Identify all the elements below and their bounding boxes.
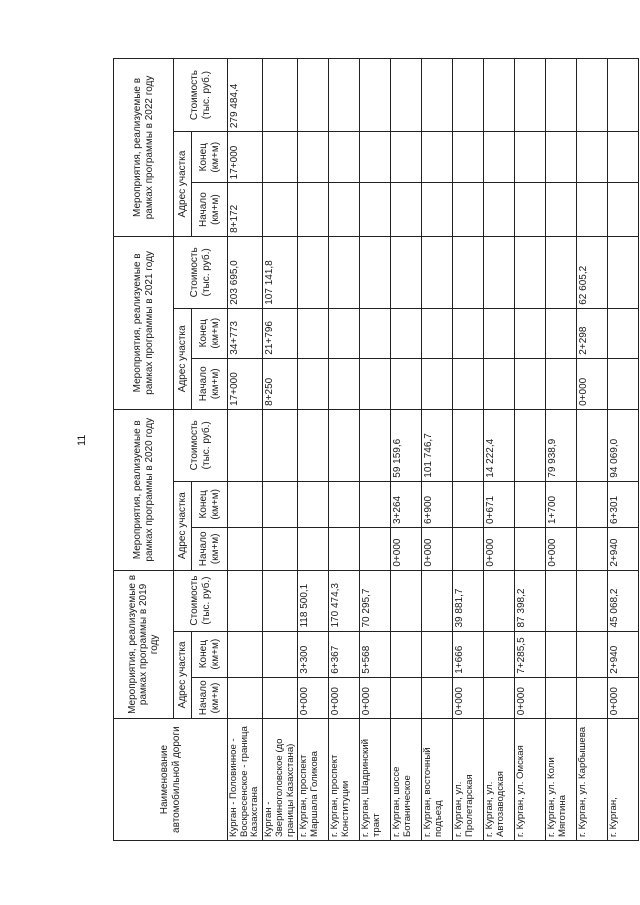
header-address: Адрес участка [174,481,192,570]
header-start: Начало (км+м) [192,358,228,409]
header-year-2020: Мероприятия, реализуемые в рамках программы в 2020 году [114,409,174,570]
value-cell [422,677,453,718]
value-cell: 0+000 [329,677,360,718]
value-cell [515,308,546,358]
road-name-cell: г. Курган, проспект Конституции [329,719,360,841]
value-cell [422,132,453,183]
value-cell: 0+000 [391,528,422,571]
value-cell [391,677,422,718]
table-row [263,59,298,841]
value-cell [228,677,263,718]
value-cell [391,631,422,677]
value-cell [360,59,391,132]
value-cell [298,132,329,183]
header-end: Конец (км+м) [192,631,228,677]
value-cell [515,183,546,237]
value-cell [484,236,515,308]
value-cell [263,677,298,718]
value-cell [453,528,484,571]
value-cell [484,570,515,631]
value-cell [263,528,298,571]
value-cell [515,409,546,481]
value-cell [263,570,298,631]
value-cell [577,183,608,237]
value-cell [546,236,577,308]
value-cell [422,631,453,677]
header-end: Конец (км+м) [192,481,228,527]
value-cell [546,132,577,183]
road-name-cell: г. Курган, проспект Маршала Голикова [298,719,329,841]
value-cell [329,236,360,308]
value-cell [360,481,391,527]
value-cell [484,308,515,358]
value-cell [546,677,577,718]
value-cell: 21+796 [263,308,298,358]
header-end: Конец (км+м) [192,308,228,358]
value-cell: 94 069,0 [608,409,639,481]
value-cell [422,59,453,132]
road-name-cell: г. Курган, Шадринский тракт [360,719,391,841]
value-cell: 17+000 [228,358,263,409]
table-row [298,59,329,841]
value-cell [360,132,391,183]
value-cell [453,132,484,183]
value-cell [422,570,453,631]
value-cell: 6+900 [422,481,453,527]
value-cell: 0+671 [484,481,515,527]
table-row [329,59,360,841]
value-cell [546,631,577,677]
value-cell: 118 500,1 [298,570,329,631]
value-cell: 1+700 [546,481,577,527]
value-cell [577,677,608,718]
value-cell [422,308,453,358]
road-name-cell: г. Курган, ул. Коли Мяготина [546,719,577,841]
table-row [360,59,391,841]
value-cell [515,528,546,571]
header-address: Адрес участка [174,631,192,719]
header-end: Конец (км+м) [192,132,228,183]
value-cell [298,409,329,481]
table-row [546,59,577,841]
header-cost: Стоимость (тыс. руб.) [174,59,228,132]
value-cell [484,677,515,718]
value-cell: 0+000 [577,358,608,409]
value-cell: 70 295,7 [360,570,391,631]
table-row [453,59,484,841]
value-cell [329,528,360,571]
value-cell: 279 484,4 [228,59,263,132]
value-cell: 0+000 [608,677,639,718]
value-cell: 6+301 [608,481,639,527]
value-cell [608,358,639,409]
value-cell [546,59,577,132]
value-cell [515,481,546,527]
value-cell [453,481,484,527]
value-cell: 0+000 [360,677,391,718]
value-cell: 0+000 [515,677,546,718]
value-cell [453,308,484,358]
value-cell [263,409,298,481]
value-cell [422,183,453,237]
value-cell [263,59,298,132]
value-cell: 8+172 [228,183,263,237]
value-cell [608,132,639,183]
value-cell [515,236,546,308]
value-cell [298,358,329,409]
value-cell [453,236,484,308]
value-cell [228,528,263,571]
header-start: Начало (км+м) [192,677,228,718]
value-cell: 5+568 [360,631,391,677]
value-cell [515,132,546,183]
value-cell: 79 938,9 [546,409,577,481]
value-cell: 170 474,3 [329,570,360,631]
value-cell [515,358,546,409]
road-name-cell: г. Курган, восточный подъезд [422,719,453,841]
header-cost: Стоимость (тыс. руб.) [174,236,228,308]
value-cell [577,409,608,481]
value-cell: 1+666 [453,631,484,677]
header-year-2021: Мероприятия, реализуемые в рамках программы в 2021 году [114,236,174,409]
header-start: Начало (км+м) [192,183,228,237]
value-cell [329,183,360,237]
value-cell [484,132,515,183]
value-cell [329,481,360,527]
value-cell: 39 881,7 [453,570,484,631]
value-cell: 17+000 [228,132,263,183]
value-cell [577,631,608,677]
value-cell [453,409,484,481]
header-cost: Стоимость (тыс. руб.) [174,570,228,631]
value-cell [298,528,329,571]
value-cell [577,528,608,571]
value-cell: 87 398,2 [515,570,546,631]
page-number: 11 [76,434,88,446]
value-cell: 6+367 [329,631,360,677]
value-cell [263,481,298,527]
value-cell [391,358,422,409]
road-name-cell: г. Курган, ул. Карбышева [577,719,608,841]
header-year-2019: Мероприятия, реализуемые в рамках программы в 2019 году [114,570,174,719]
value-cell [577,570,608,631]
value-cell [577,481,608,527]
table-row [608,59,639,841]
value-cell [453,183,484,237]
table-row [422,59,453,841]
value-cell [329,409,360,481]
value-cell [484,358,515,409]
value-cell [228,631,263,677]
value-cell: 59 159,6 [391,409,422,481]
value-cell [360,308,391,358]
value-cell: 62 605,2 [577,236,608,308]
value-cell [422,236,453,308]
value-cell [484,183,515,237]
header-start: Начало (км+м) [192,528,228,571]
value-cell [263,631,298,677]
value-cell [298,183,329,237]
value-cell: 3+300 [298,631,329,677]
value-cell [263,132,298,183]
value-cell [360,183,391,237]
value-cell: 101 746,7 [422,409,453,481]
value-cell: 203 695,0 [228,236,263,308]
value-cell [329,308,360,358]
value-cell: 0+000 [453,677,484,718]
table-row [484,59,515,841]
value-cell [298,481,329,527]
value-cell [608,308,639,358]
road-name-cell: г. Курган, ул. Автозаводская [484,719,515,841]
value-cell: 0+000 [422,528,453,571]
table-row [228,59,263,841]
value-cell [391,570,422,631]
value-cell [298,59,329,132]
value-cell: 0+000 [298,677,329,718]
road-name-cell: Курган - Звериноголовское (до границы Казахстана) [263,719,298,841]
value-cell [608,59,639,132]
header-road-name: Наименование автомобильной дороги [114,719,228,841]
value-cell [360,409,391,481]
value-cell: 2+940 [608,528,639,571]
value-cell: 107 141,8 [263,236,298,308]
road-name-cell: г. Курган, шоссе Ботаническое [391,719,422,841]
value-cell [228,409,263,481]
value-cell [546,308,577,358]
value-cell [577,132,608,183]
value-cell [360,528,391,571]
header-cost: Стоимость (тыс. руб.) [174,409,228,481]
value-cell [577,59,608,132]
value-cell [391,183,422,237]
road-name-cell: г. Курган, ул. Пролетарская [453,719,484,841]
value-cell: 3+264 [391,481,422,527]
roads-program-table [113,58,621,841]
value-cell [360,236,391,308]
value-cell: 7+285,5 [515,631,546,677]
value-cell [298,236,329,308]
value-cell: 2+298 [577,308,608,358]
value-cell [391,308,422,358]
header-address: Адрес участка [174,308,192,409]
value-cell [453,358,484,409]
value-cell [484,59,515,132]
value-cell [391,59,422,132]
value-cell [515,59,546,132]
table-row [391,59,422,841]
value-cell: 8+250 [263,358,298,409]
value-cell [360,358,391,409]
value-cell: 2+940 [608,631,639,677]
value-cell: 34+773 [228,308,263,358]
road-name-cell: г. Курган, [608,719,639,841]
value-cell [329,59,360,132]
value-cell [391,236,422,308]
table-row [515,59,546,841]
value-cell: 0+000 [546,528,577,571]
value-cell [263,183,298,237]
value-cell [298,308,329,358]
header-year-2022: Мероприятия, реализуемые в рамках программы в 2022 году [114,59,174,237]
value-cell [484,631,515,677]
value-cell: 0+000 [484,528,515,571]
value-cell [228,481,263,527]
value-cell [608,183,639,237]
value-cell [329,358,360,409]
value-cell [453,59,484,132]
value-cell [608,236,639,308]
header-address: Адрес участка [174,132,192,237]
value-cell [546,570,577,631]
value-cell [422,358,453,409]
value-cell [329,132,360,183]
road-name-cell: г. Курган, ул. Омская [515,719,546,841]
road-name-cell: Курган - Половинное - Воскресенское - граница Казахстана [228,719,263,841]
value-cell [546,358,577,409]
value-cell [546,183,577,237]
table-row [577,59,608,841]
value-cell: 45 068,2 [608,570,639,631]
value-cell [228,570,263,631]
value-cell: 14 222,4 [484,409,515,481]
value-cell [391,132,422,183]
